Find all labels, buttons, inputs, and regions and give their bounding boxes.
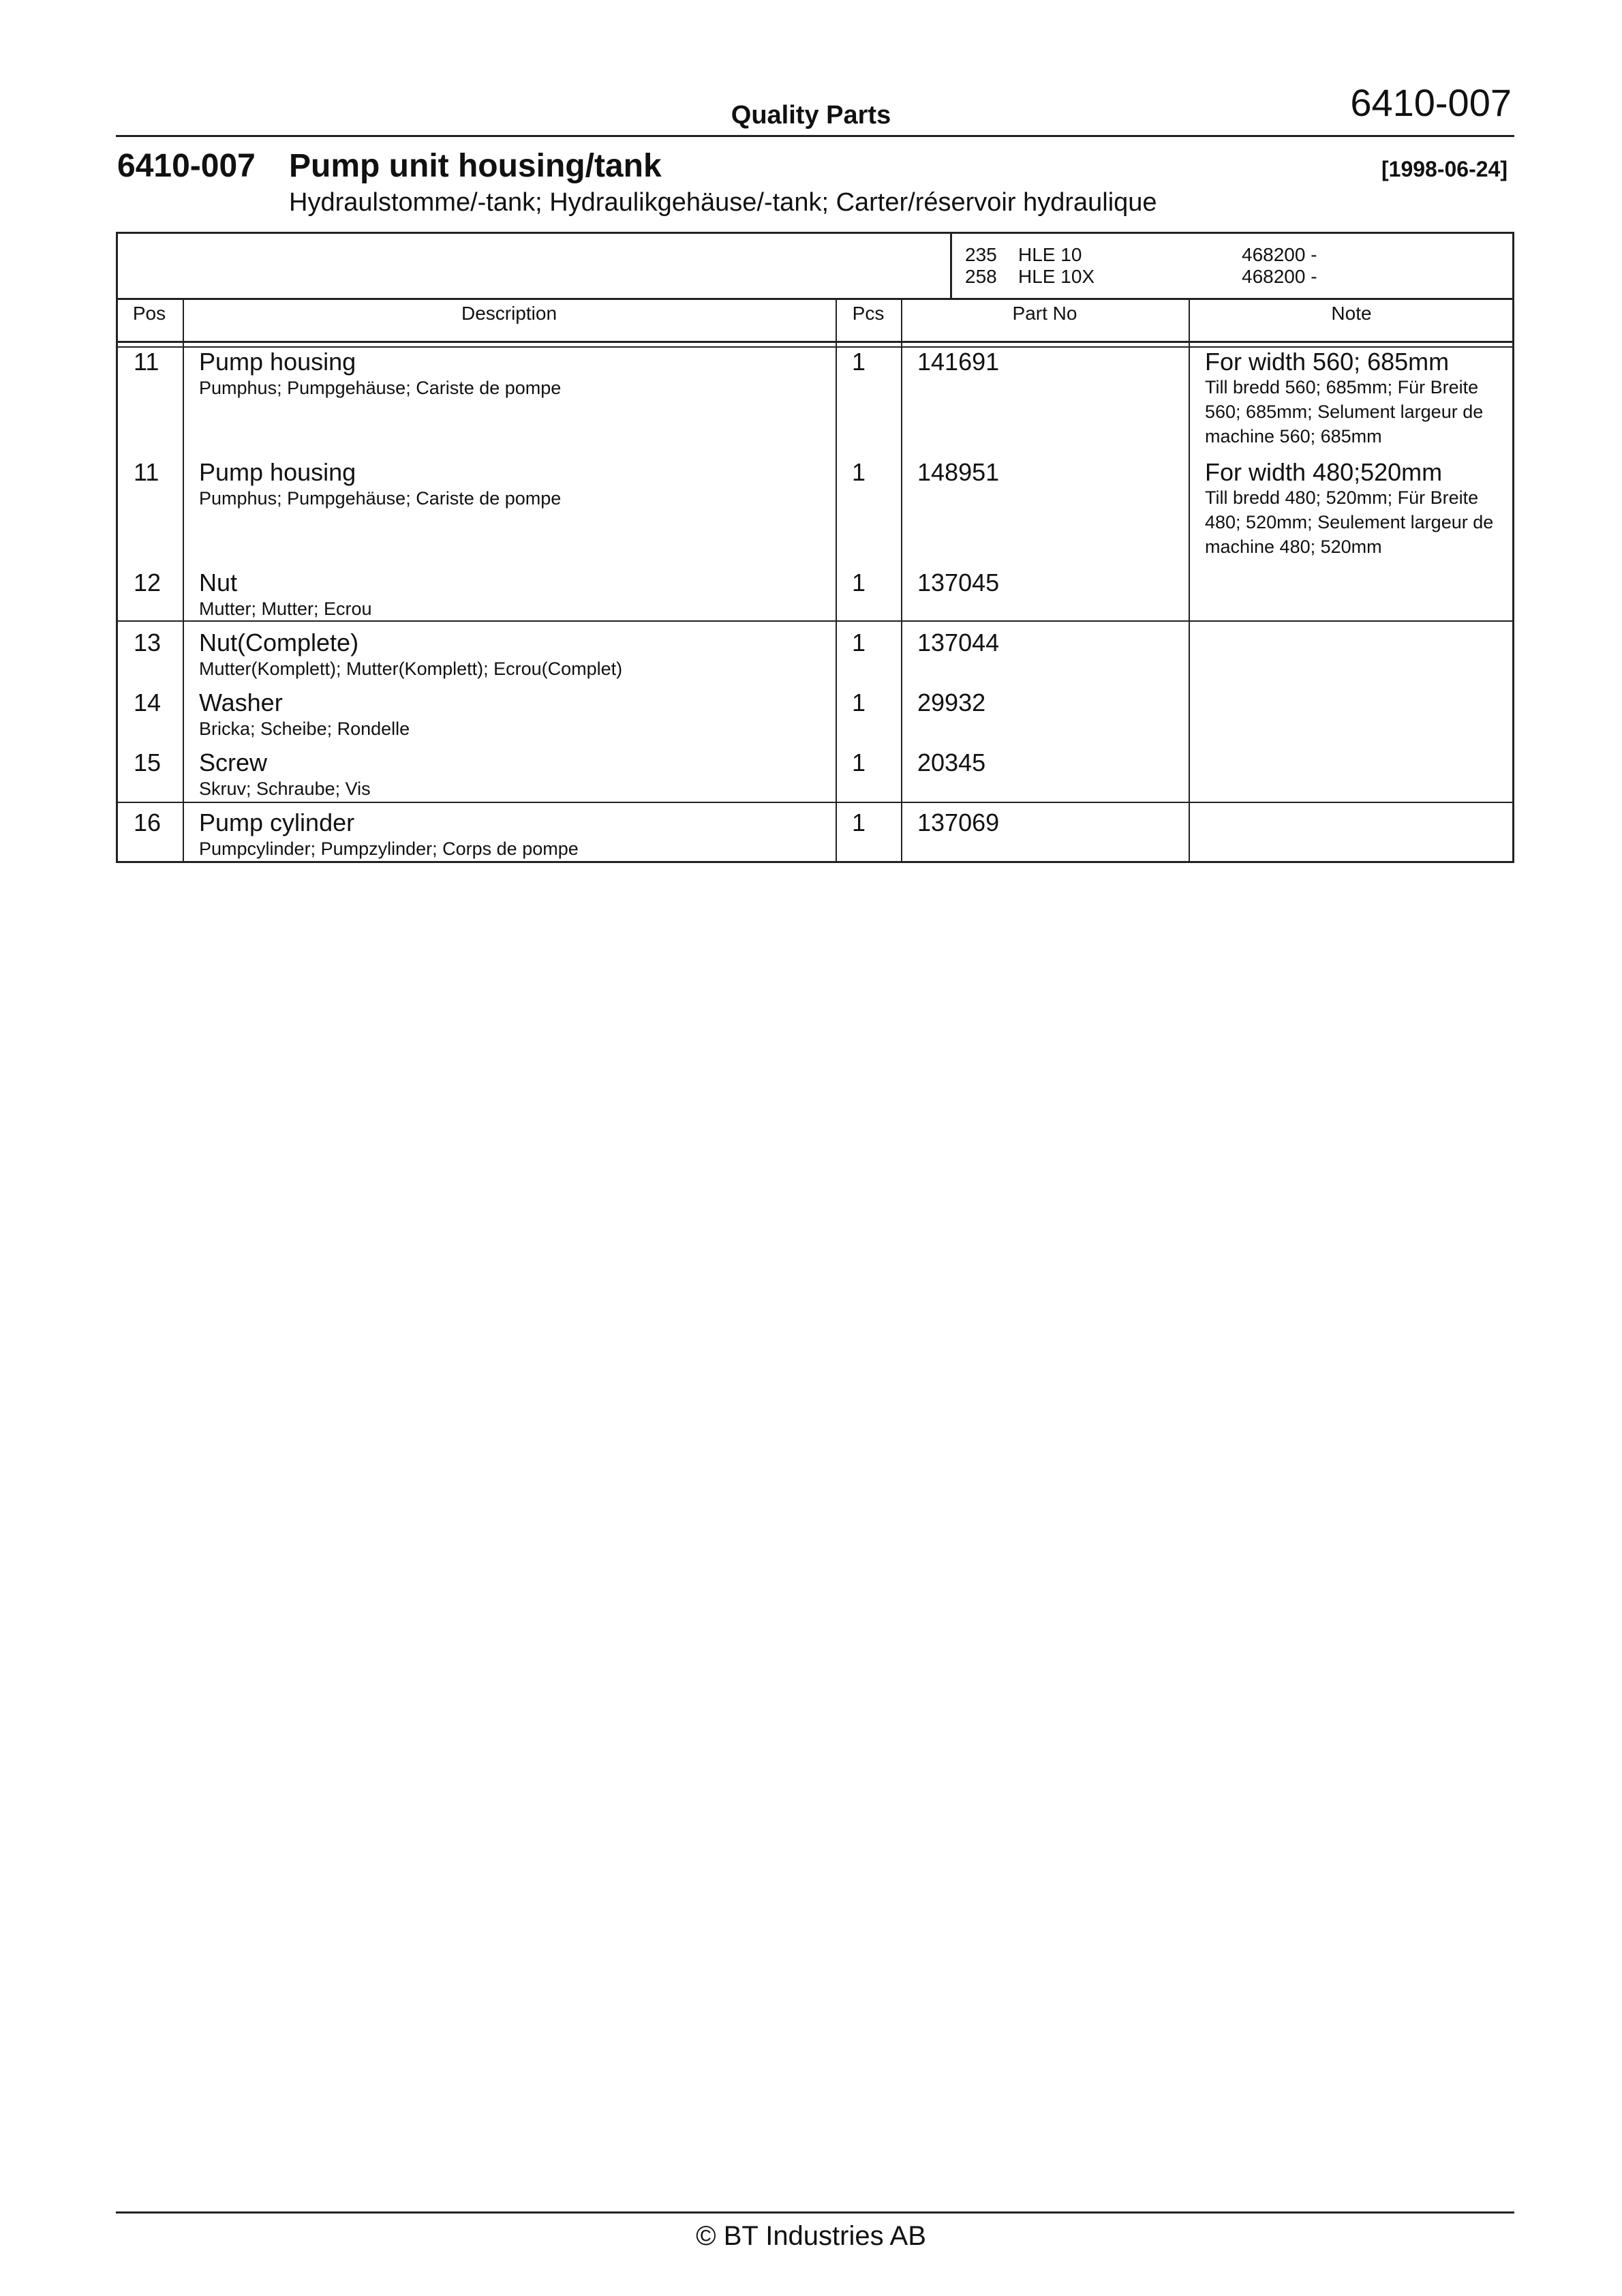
row-pos: 13	[134, 629, 162, 656]
row-description: Pump cylinder	[199, 809, 355, 836]
row-pcs: 1	[852, 749, 866, 776]
row-pcs: 1	[852, 348, 866, 376]
row-note: For width 480;520mm	[1205, 458, 1443, 486]
model-number: 258	[965, 266, 997, 287]
header-divider	[116, 135, 1514, 137]
row-description-translations: Bricka; Scheibe; Rondelle	[199, 719, 410, 739]
row-description-translations: Mutter(Komplett); Mutter(Komplett); Ecrou(Complet)	[199, 659, 623, 679]
row-pcs: 1	[852, 569, 866, 596]
row-part-number: 137044	[917, 629, 1000, 656]
header-pcs: Pcs	[852, 303, 885, 324]
row-description-translations: Pumpcylinder; Pumpzylinder; Corps de pompe	[199, 839, 579, 859]
column-divider	[901, 300, 902, 863]
footer-divider	[116, 2211, 1514, 2214]
row-description-translations: Mutter; Mutter; Ecrou	[199, 599, 372, 619]
section-date: [1998-06-24]	[1381, 157, 1508, 181]
row-group-divider	[116, 802, 1514, 803]
column-divider	[183, 300, 184, 863]
row-pos: 11	[134, 348, 159, 376]
row-pos: 11	[134, 458, 159, 486]
row-description-translations: Pumphus; Pumpgehäuse; Cariste de pompe	[199, 488, 562, 509]
row-description-translations: Skruv; Schraube; Vis	[199, 779, 371, 799]
header-note: Note	[1331, 303, 1372, 324]
model-serial: 468200 -	[1242, 266, 1317, 287]
header-part-no: Part No	[1012, 303, 1077, 324]
row-pcs: 1	[852, 809, 866, 836]
header-description: Description	[461, 303, 557, 324]
row-description-translations: Pumphus; Pumpgehäuse; Cariste de pompe	[199, 378, 562, 398]
row-part-number: 137069	[917, 809, 1000, 836]
row-note-translations: Till bredd 560; 685mm; Für Breite 560; 685mm; Selument largeur de machine 560; 685mm	[1205, 377, 1484, 447]
header-pos: Pos	[132, 303, 166, 324]
row-description: Pump housing	[199, 348, 356, 376]
model-serial: 468200 -	[1242, 244, 1317, 265]
row-description: Screw	[199, 749, 268, 776]
model-name: HLE 10	[1018, 244, 1082, 265]
section-code: 6410-007	[117, 148, 256, 184]
row-part-number: 29932	[917, 689, 986, 716]
footer-copyright: © BT Industries AB	[696, 2221, 926, 2251]
row-note: For width 560; 685mm	[1205, 348, 1450, 376]
row-pos: 16	[134, 809, 162, 836]
row-part-number: 141691	[917, 348, 1000, 376]
section-title: Pump unit housing/tank	[289, 148, 662, 184]
row-pcs: 1	[852, 689, 866, 716]
row-pos: 12	[134, 569, 162, 596]
column-divider	[1189, 300, 1190, 863]
row-description: Nut	[199, 569, 238, 596]
row-pos: 14	[134, 689, 162, 716]
model-box-divider	[950, 232, 952, 300]
row-pcs: 1	[852, 629, 866, 656]
row-part-number: 148951	[917, 458, 1000, 486]
row-pcs: 1	[852, 458, 866, 486]
column-divider	[836, 300, 837, 863]
row-note-translations: Till bredd 480; 520mm; Für Breite 480; 520mm; Seulement largeur de machine 480; 520mm	[1205, 487, 1494, 557]
table-header-rule	[116, 341, 1514, 343]
row-description: Nut(Complete)	[199, 629, 359, 656]
model-number: 235	[965, 244, 997, 265]
section-subtitle: Hydraulstomme/-tank; Hydraulikgehäuse/-tank; Carter/réservoir hydraulique	[289, 188, 1157, 217]
row-description: Washer	[199, 689, 283, 716]
row-pos: 15	[134, 749, 162, 776]
row-group-divider	[116, 620, 1514, 622]
model-name: HLE 10X	[1018, 266, 1095, 287]
row-description: Pump housing	[199, 458, 356, 486]
row-part-number: 137045	[917, 569, 1000, 596]
row-part-number: 20345	[917, 749, 986, 776]
page-header-title: Quality Parts	[731, 101, 891, 130]
page-header-code: 6410-007	[1350, 81, 1512, 124]
